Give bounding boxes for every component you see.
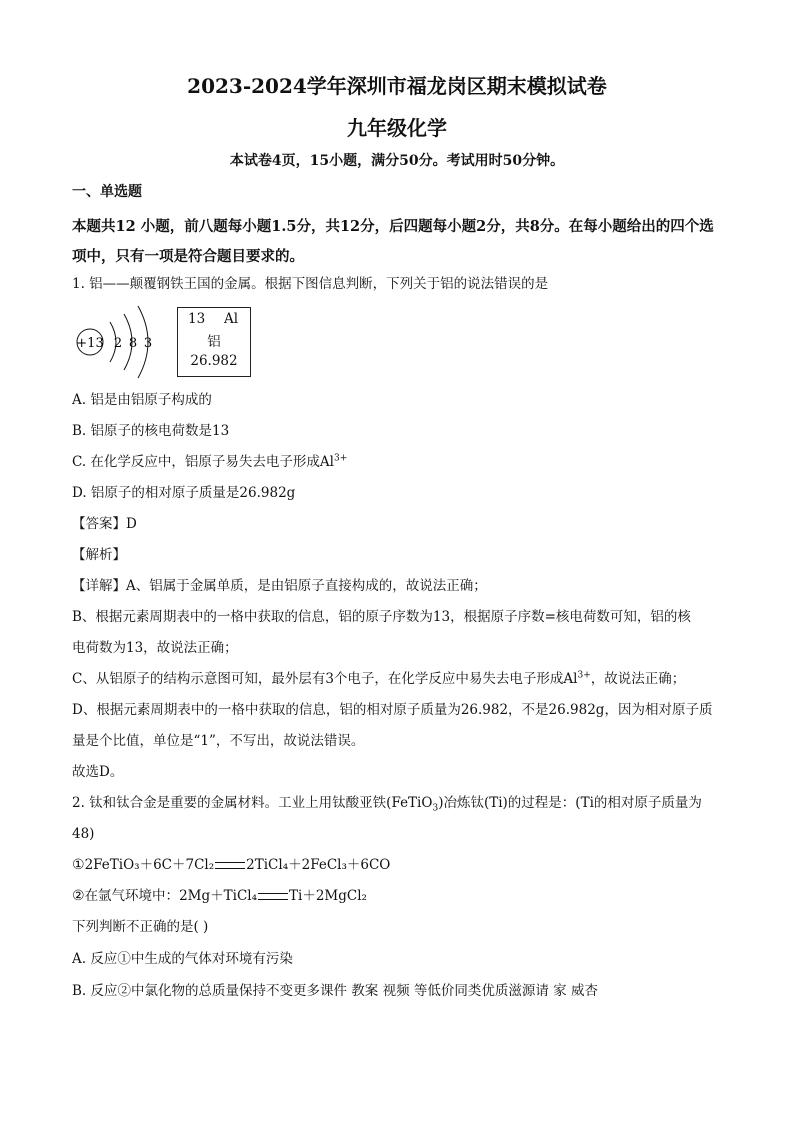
shell-electrons-3: 3	[143, 336, 153, 351]
shell-electrons-2: 8	[128, 336, 138, 351]
q2-prompt: 下列判断不正确的是( )	[72, 919, 209, 935]
q1-conclusion: 故选D。	[72, 764, 124, 780]
atomic-number: 13	[188, 311, 206, 327]
exam-subtitle: 九年级化学	[347, 116, 447, 140]
q1-option-b: B. 铝原子的核电荷数是13	[72, 423, 230, 439]
q1-option-a: A. 铝是由铝原子构成的	[72, 392, 212, 408]
section-instructions: 本题共12 小题，前八题每小题1.5分，共12分，后四题每小题2分，共8分。在每小题给出的四个选项中，只有一项是符合题目要求的。	[72, 218, 714, 265]
element-name: 铝	[207, 334, 221, 350]
q2-option-a: A. 反应①中生成的气体对环境有污染	[72, 951, 293, 967]
q1-analysis-label: 【解析】	[72, 547, 126, 563]
shell-electrons-1: 2	[113, 336, 123, 351]
reaction-equals-sign	[258, 893, 288, 900]
q1-stem: 1. 铝——颠覆钢铁王国的金属。根据下图信息判断，下列关于铝的说法错误的是	[72, 276, 549, 292]
exam-info: 本试卷4页，15小题，满分50分。考试用时50分钟。	[229, 153, 565, 169]
section-heading: 一、单选题	[72, 184, 142, 200]
q1-detail-a: 【详解】A、铝属于金属单质，是由铝原子直接构成的，故说法正确；	[72, 578, 487, 594]
exam-title: 2023-2024学年深圳市福龙岗区期末模拟试卷	[187, 74, 607, 98]
q2-equation-1: ①2FeTiO₃＋6C＋7Cl₂ 2TiCl₄＋2FeCl₃＋6CO	[72, 857, 391, 873]
q1-detail-b-line2: 电荷数为13，故说法正确；	[72, 640, 238, 656]
q2-stem-line2: 48)	[72, 826, 95, 842]
reaction-equals-sign	[215, 862, 245, 869]
q2-option-b: B. 反应②中氯化物的总质量保持不变更多课件 教案 视频 等低价同类优质滋源请 家 威杏	[72, 983, 598, 999]
q1-detail-b-line1: B、根据元素周期表中的一格中获取的信息，铝的原子序数为13，根据原子序数=核电荷数可知，铝的核	[72, 609, 691, 625]
element-symbol: Al	[224, 311, 239, 327]
nucleus-charge: +13	[76, 336, 104, 351]
q2-stem-line1: 2. 钛和钛合金是重要的金属材料。工业上用钛酸亚铁(FeTiO$_3$)冶炼钛(Ti)的过程是：(Ti的相对原子质量为	[72, 795, 702, 814]
q1-detail-d-line2: 量是个比值，单位是“1”，不写出，故说法错误。	[72, 733, 365, 749]
q2-equation-2: ②在氩气环境中：2Mg＋TiCl₄ Ti＋2MgCl₂	[72, 888, 367, 904]
periodic-table-cell	[177, 307, 251, 377]
q1-detail-c: C、从铝原子的结构示意图可知，最外层有3个电子，在化学反应中易失去电子形成$Al^{3+}$，故说法正确；	[72, 670, 686, 687]
q1-answer: 【答案】D	[72, 516, 137, 532]
q1-option-c: C. 在化学反应中，铝原子易失去电子形成$Al^{3+}$	[72, 453, 348, 470]
q1-detail-d-line1: D、根据元素周期表中的一格中获取的信息，铝的相对原子质量为26.982，不是26.982g，因为相对原子质	[72, 702, 713, 718]
q1-option-d: D. 铝原子的相对原子质量是26.982g	[72, 485, 296, 501]
atomic-mass: 26.982	[190, 353, 238, 369]
